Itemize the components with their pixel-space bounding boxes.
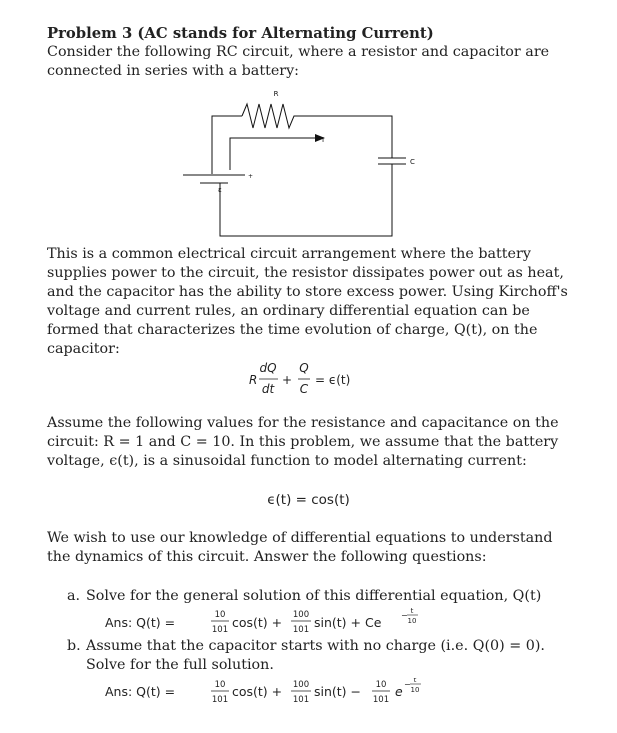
answer-a-n2: 100 — [292, 610, 310, 620]
answer-b — [105, 678, 525, 708]
capacitor-label: C — [410, 158, 415, 166]
answer-a-exp-den: 10 — [407, 617, 417, 625]
answer-b-f2: sin(t) − — [314, 684, 362, 699]
current-label: I — [322, 136, 325, 144]
answer-b-f1: cos(t) + — [232, 684, 283, 699]
answer-b-exp-num: t — [413, 678, 417, 684]
answer-b-n2: 100 — [292, 680, 310, 690]
resistor-symbol — [242, 104, 302, 128]
answer-b-d3: 101 — [372, 695, 390, 705]
description-paragraph: This is a common electrical circuit arrangement where the battery supplies power to the circuit, the resistor dissipates power out as heat, and the capacitor has the ability to store excess power. Using Kirchoff's voltage and current rules, an ordinary differential equation can be formed that characterizes the time evolution of charge, Q(t), on the capacitor: — [47, 246, 568, 357]
answer-a-prefix: Ans: Q(t) = — [105, 615, 176, 630]
answer-b-n1: 10 — [214, 680, 226, 690]
eq-dt: dt — [261, 382, 275, 396]
answer-b-d2: 101 — [292, 695, 310, 705]
voltage-equation: ϵ(t) = cos(t) — [267, 492, 350, 508]
eq-r: R — [249, 373, 258, 387]
eq-rhs: = ϵ(t) — [315, 373, 351, 387]
question-b-text: Assume that the capacitor starts with no charge (i.e. Q(0) = 0). Solve for the full solution. — [86, 638, 545, 673]
assume-paragraph: Assume the following values for the resistance and capacitance on the circuit: R = 1 and C = 10. In this problem, we assume that the battery voltage, ϵ(t), is a sinusoidal function to model alternating current: — [47, 415, 559, 469]
answer-a-exp-sign: − — [401, 611, 408, 620]
eq-dq: dQ — [259, 361, 277, 375]
answer-b-d1: 101 — [211, 695, 229, 705]
answer-b-exp-sign: − — [404, 680, 411, 689]
resistor-label: R — [273, 90, 279, 98]
eq-q: Q — [299, 361, 309, 375]
battery-plus-label: + — [248, 173, 254, 180]
rc-circuit-diagram — [180, 86, 420, 240]
ode-equation — [249, 360, 369, 400]
answer-a-n1: 10 — [214, 610, 226, 620]
question-b-label: b. — [67, 638, 81, 654]
answer-a-d2: 101 — [292, 625, 310, 635]
answer-b-exp-den: 10 — [410, 686, 420, 694]
answer-a-exp-num: t — [410, 607, 414, 615]
answer-a — [105, 607, 525, 637]
eq-plus: + — [281, 373, 293, 387]
intro-paragraph: Consider the following RC circuit, where a resistor and capacitor are connected in series with a battery: — [47, 44, 550, 79]
eq-c: C — [299, 382, 309, 396]
answer-a-d1: 101 — [211, 625, 229, 635]
answer-b-f3: e — [395, 684, 403, 699]
question-a-text: Solve for the general solution of this differential equation, Q(t) — [86, 588, 542, 604]
wish-paragraph: We wish to use our knowledge of differential equations to understand the dynamics of this circuit. Answer the following questions: — [47, 530, 553, 565]
answer-b-n3: 10 — [375, 680, 387, 690]
question-a-label: a. — [67, 588, 81, 604]
answer-a-f1: cos(t) + — [232, 615, 283, 630]
answer-a-f2: sin(t) + Ce — [314, 615, 382, 630]
answer-b-prefix: Ans: Q(t) = — [105, 684, 176, 699]
problem-title: Problem 3 (AC stands for Alternating Current) — [47, 25, 434, 42]
battery-label: ε — [218, 186, 222, 194]
